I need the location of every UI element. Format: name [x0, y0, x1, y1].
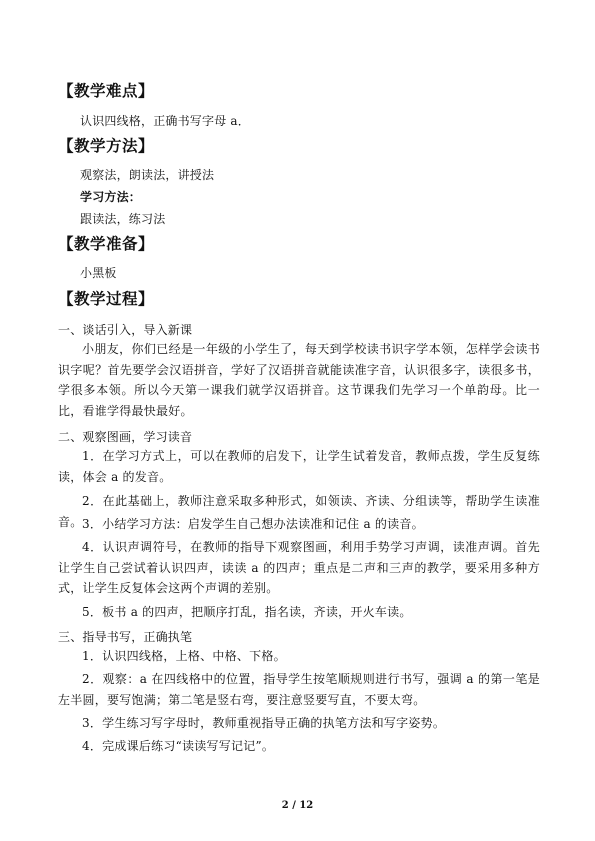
section-3-item-4: 4．完成课后练习“读读写写记记”。 — [82, 739, 275, 753]
method-text: 观察法，朗读法，讲授法 — [80, 168, 215, 182]
section-3-item-2: 2．观察：a 在四线格中的位置，指导学生按笔顺规则进行书写，强调 a 的第一笔是左半圆，要写饱满；第二笔是竖右弯，要注意竖要写直，不要太弯。 — [58, 672, 540, 707]
heading-teaching-difficulty: 【教学难点】 — [58, 81, 155, 100]
page-number: 2 / 12 — [281, 800, 314, 811]
section-1-paragraph: 小朋友，你们已经是一年级的小学生了，每天到学校读书识字学本领，怎样学会读书识字呢？首先要学会汉语拼音，学好了汉语拼音就能读准字音，认识很多字，读很多书，学很多本领。所以今天第一课我们就学汉语拼音。这节课我们先学习一个单韵母。比一比，看谁学得最快最好。 — [58, 342, 540, 418]
section-2-title: 二、观察图画，学习读音 — [58, 430, 193, 444]
difficulty-text: 认识四线格，正确书写字母 a． — [80, 114, 250, 128]
section-3-item-3: 3．学生练习写字母时，教师重视指导正确的执笔方法和写字姿势。 — [82, 716, 446, 730]
study-method-label: 学习方法： — [80, 190, 142, 204]
section-2-item-2: 2．在此基础上，教师注意采取多种形式，如领读、齐读、分组读等，帮助学生读准音。 — [58, 494, 540, 529]
section-2-item-3: 3．小结学习方法：启发学生自己想办法读准和记住 a 的读音。 — [82, 517, 424, 531]
section-3-item-1: 1．认识四线格，上格、中格、下格。 — [82, 649, 286, 663]
preparation-text: 小黑板 — [80, 266, 117, 280]
heading-teaching-process: 【教学过程】 — [58, 289, 155, 308]
section-1-title: 一、谈话引入，导入新课 — [58, 323, 193, 337]
section-2-item-4: 4．认识声调符号，在教师的指导下观察图画，利用手势学习声调，读准声调。首先让学生自己尝试着认识四声，读读 a 的四声；重点是二声和三声的教学，要采用多种方式，让学生反复体会这两个声调的差别。 — [58, 540, 540, 595]
section-2-item-1: 1．在学习方式上，可以在教师的启发下，让学生试着发音，教师点拨，学生反复练读，体会 a 的发音。 — [58, 449, 540, 484]
section-2-item-5: 5．板书 a 的四声，把顺序打乱，指名读，齐读，开火车读。 — [82, 605, 412, 619]
study-method-text: 跟读法，练习法 — [80, 212, 166, 226]
heading-teaching-preparation: 【教学准备】 — [58, 234, 155, 253]
heading-teaching-method: 【教学方法】 — [58, 136, 155, 155]
section-3-title: 三、指导书写，正确执笔 — [58, 630, 193, 644]
